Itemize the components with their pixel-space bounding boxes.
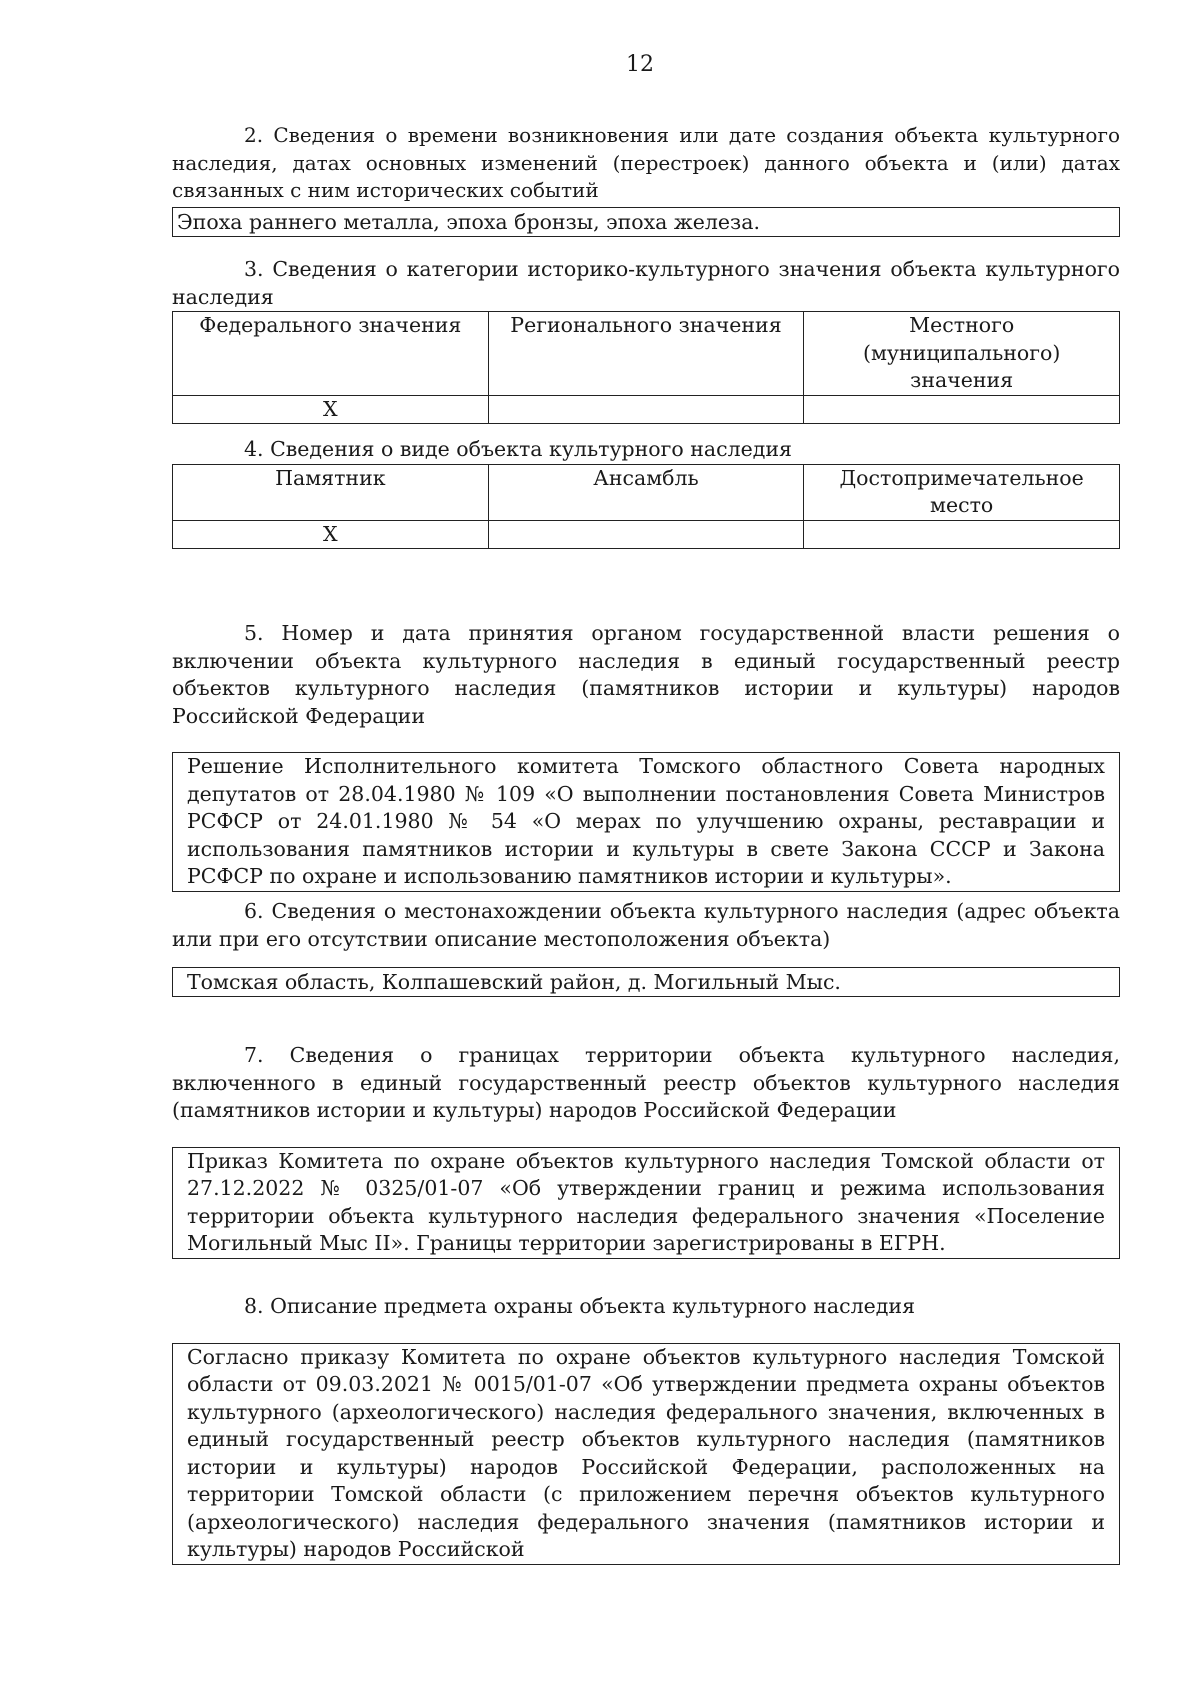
type-landmark-mark [804,520,1120,549]
section-5-heading: 5. Номер и дата принятия органом государственной власти решения о включении объекта культурного наследия в единый государственный реестр объектов культурного наследия (памятников истории и культуры) народов Российской Федерации [172,621,1120,728]
section-8-value-box [172,1343,1120,1565]
type-monument-header: Памятник [173,464,489,520]
category-local-mark [804,395,1120,424]
type-landmark-header: Достопримечательное место [804,464,1120,520]
section-4 [172,436,1120,549]
type-ensemble-header: Ансамбль [488,464,804,520]
category-federal-mark: X [173,395,489,424]
section-2-heading: 2. Сведения о времени возникновения или дате создания объекта культурного наследия, датах основных изменений (перестроек) данного объекта и (или) датах связанных с ним исторических событий [172,123,1120,202]
type-table [172,464,1120,550]
section-8-heading: 8. Описание предмета охраны объекта культурного наследия [244,1294,916,1318]
section-6 [172,898,1120,997]
section-7-heading: 7. Сведения о границах территории объекта культурного наследия, включенного в единый государственный реестр объектов культурного наследия (памятников истории и культуры) народов Российской Федерации [172,1043,1120,1122]
section-6-heading: 6. Сведения о местонахождении объекта культурного наследия (адрес объекта или при его отсутствии описание местоположения объекта) [172,899,1120,951]
section-7-value: Приказ Комитета по охране объектов культурного наследия Томской области от 27.12.2022 № 0325/01-07 «Об утверждении границ и режима использования территории объекта культурного наследия федерального значения «Поселение Могильный Мыс II». Границы территории зарегистрированы в ЕГРН. [187,1148,1105,1255]
section-5-value-box [172,752,1120,892]
type-monument-mark: X [173,520,489,549]
section-3-heading: 3. Сведения о категории историко-культурного значения объекта культурного наследия [172,257,1120,309]
section-5-value: Решение Исполнительного комитета Томского областного Совета народных депутатов от 28.04.1980 № 109 «О выполнении постановления Совета Министров РСФСР от 24.01.1980 № 54 «О мерах по улучшению охраны, реставрации и использования памятников истории и культуры в свете Закона СССР и Закона РСФСР по охране и использованию памятников истории и культуры». [187,754,1105,888]
section-5 [172,620,1120,892]
category-regional-mark [488,395,804,424]
type-ensemble-mark [488,520,804,549]
category-federal-header: Федерального значения [173,312,489,396]
section-7 [172,1042,1120,1259]
section-7-value-box [172,1147,1120,1259]
category-local-header: Местного (муниципального) значения [804,312,1120,396]
section-6-value-box [172,967,1120,997]
section-2-value-box [172,207,1120,237]
section-6-value: Томская область, Колпашевский район, д. Могильный Мыс. [187,970,841,994]
category-regional-header: Регионального значения [488,312,804,396]
section-2-value: Эпоха раннего металла, эпоха бронзы, эпоха железа. [177,209,760,234]
section-4-heading: 4. Сведения о виде объекта культурного наследия [244,437,792,461]
page-number: 12 [626,52,654,77]
category-table [172,311,1120,424]
section-8-value: Согласно приказу Комитета по охране объектов культурного наследия Томской области от 09.03.2021 № 0015/01-07 «Об утверждении предмета охраны объектов культурного (археологического) наследия федерального значения, включенных в единый государственный реестр объектов культурного наследия (памятников истории и культуры) народов Российской Федерации, расположенных на территории Томской области (с приложением перечня объектов культурного (археологического) наследия федерального значения (памятников истории и культуры) народов Российской [187,1344,1105,1561]
section-2 [172,122,1120,237]
section-3 [172,256,1120,424]
section-8 [172,1293,1120,1565]
